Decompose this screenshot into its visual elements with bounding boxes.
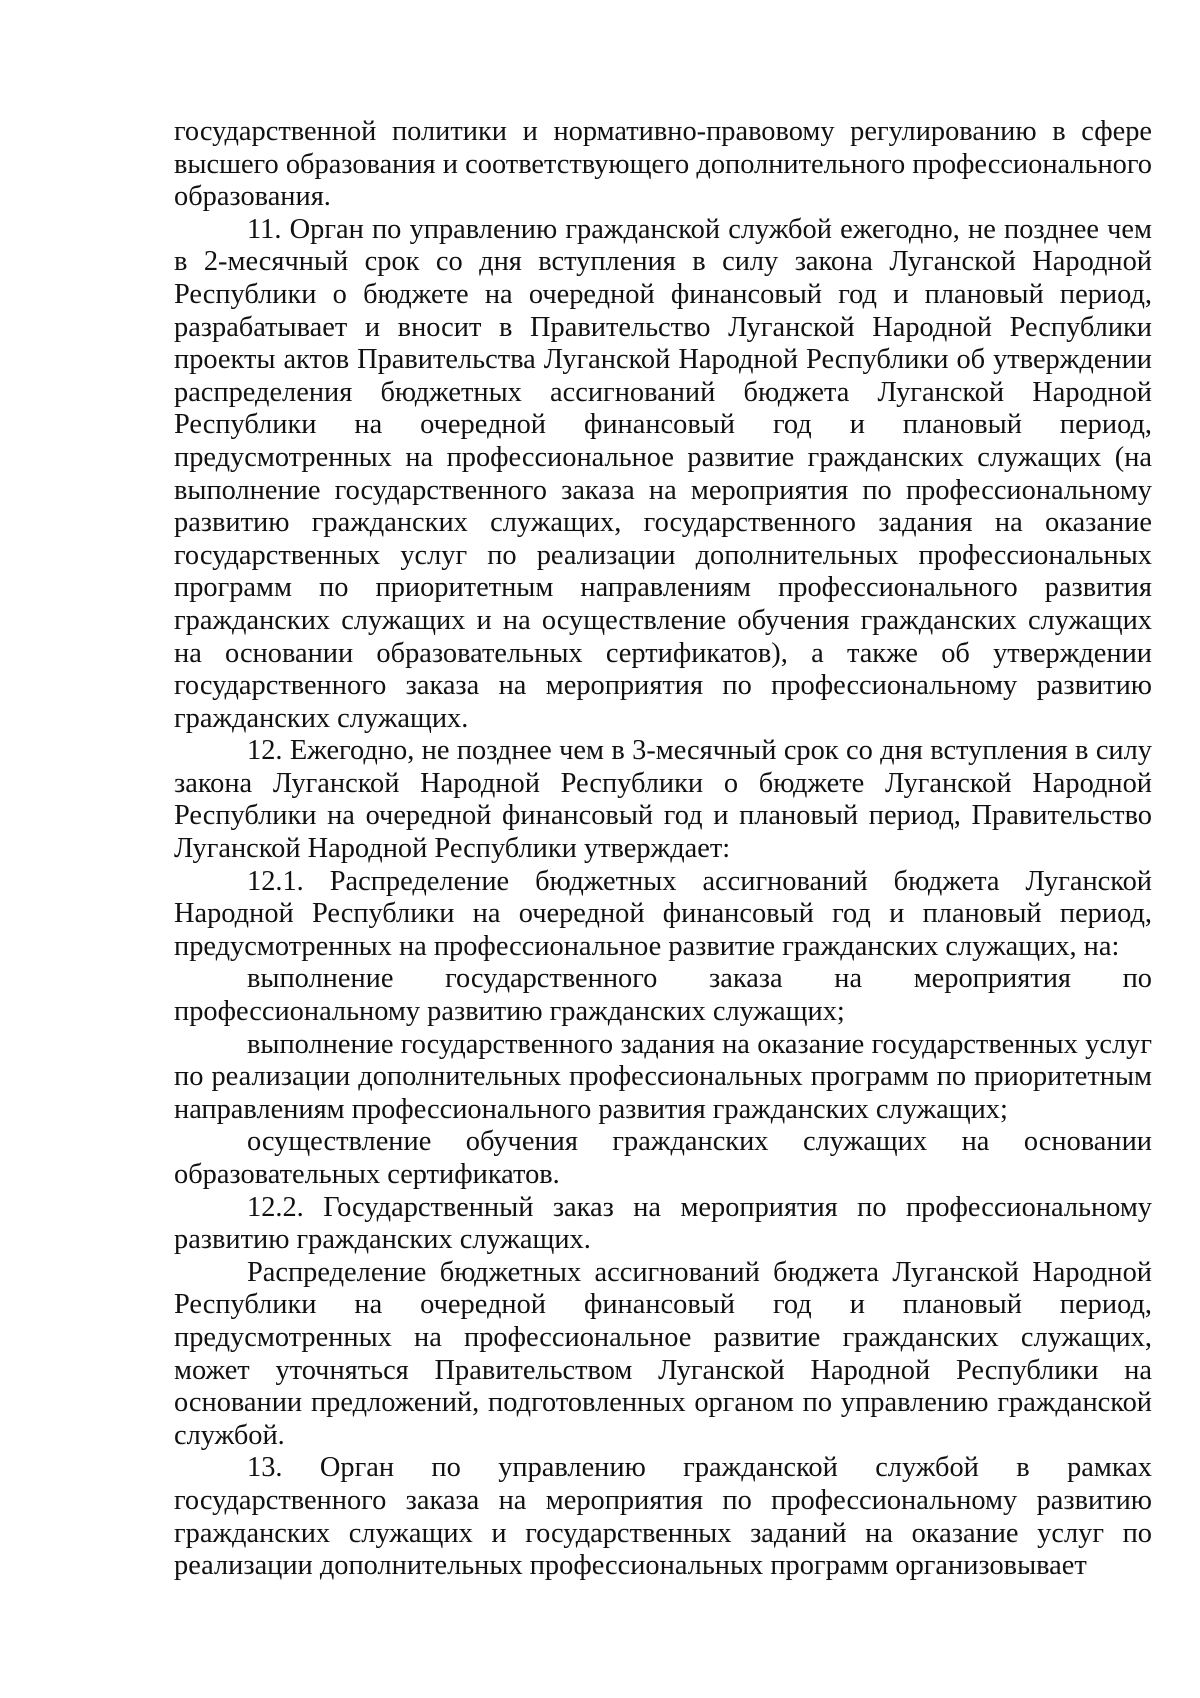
paragraph-12-1: 12.1. Распределение бюджетных ассигнований бюджета Луганской Народной Республики на очередной финансовый год и плановый период, предусмотренных на профессиональное развитие гражданских служащих, на: [174, 865, 1152, 962]
list-item-state-assignment: выполнение государственного задания на оказание государственных услуг по реализации дополнительных профессиональных программ по приоритетным направлениям профессионального развития гражданских служащих; [174, 1028, 1152, 1125]
paragraph-budget-adjustment: Распределение бюджетных ассигнований бюджета Луганской Народной Республики на очередной финансовый год и плановый период, предусмотренных на профессиональное развитие гражданских служащих, может уточняться Правительством Луганской Народной Республики на основании предложений, подготовленных органом по управлению гражданской службой. [174, 1256, 1152, 1451]
paragraph-12-2: 12.2. Государственный заказ на мероприятия по профессиональному развитию гражданских служащих. [174, 1191, 1152, 1256]
document-page [174, 116, 1152, 1583]
paragraph-11: 11. Орган по управлению гражданской службой ежегодно, не позднее чем в 2-месячный срок со дня вступления в силу закона Луганской Народной Республики о бюджете на очередной финансовый год и плановый период, разрабатывает и вносит в Правительство Луганской Народной Республики проекты актов Правительства Луганской Народной Республики об утверждении распределения бюджетных ассигнований бюджета Луганской Народной Республики на очередной финансовый год и плановый период, предусмотренных на профессиональное развитие гражданских служащих (на выполнение государственного заказа на мероприятия по профессиональному развитию гражданских служащих, государственного задания на оказание государственных услуг по реализации дополнительных профессиональных программ по приоритетным направлениям профессионального развития гражданских служащих и на осуществление обучения гражданских служащих на основании образовательных сертификатов), а также об утверждении государственного заказа на мероприятия по профессиональному развитию гражданских служащих. [174, 213, 1152, 734]
paragraph-12: 12. Ежегодно, не позднее чем в 3-месячный срок со дня вступления в силу закона Луганской Народной Республики о бюджете Луганской Народной Республики на очередной финансовый год и плановый период, Правительство Луганской Народной Республики утверждает: [174, 735, 1152, 865]
paragraph-continuation: государственной политики и нормативно-правовому регулированию в сфере высшего образования и соответствующего дополнительного профессионального образования. [174, 116, 1152, 213]
list-item-state-order: выполнение государственного заказа на мероприятия по профессиональному развитию гражданских служащих; [174, 963, 1152, 1028]
list-item-certificates: осуществление обучения гражданских служащих на основании образовательных сертификатов. [174, 1126, 1152, 1190]
paragraph-13: 13. Орган по управлению гражданской службой в рамках государственного заказа на мероприятия по профессиональному развитию гражданских служащих и государственных заданий на оказание услуг по реализации дополнительных профессиональных программ организовывает [174, 1452, 1152, 1582]
